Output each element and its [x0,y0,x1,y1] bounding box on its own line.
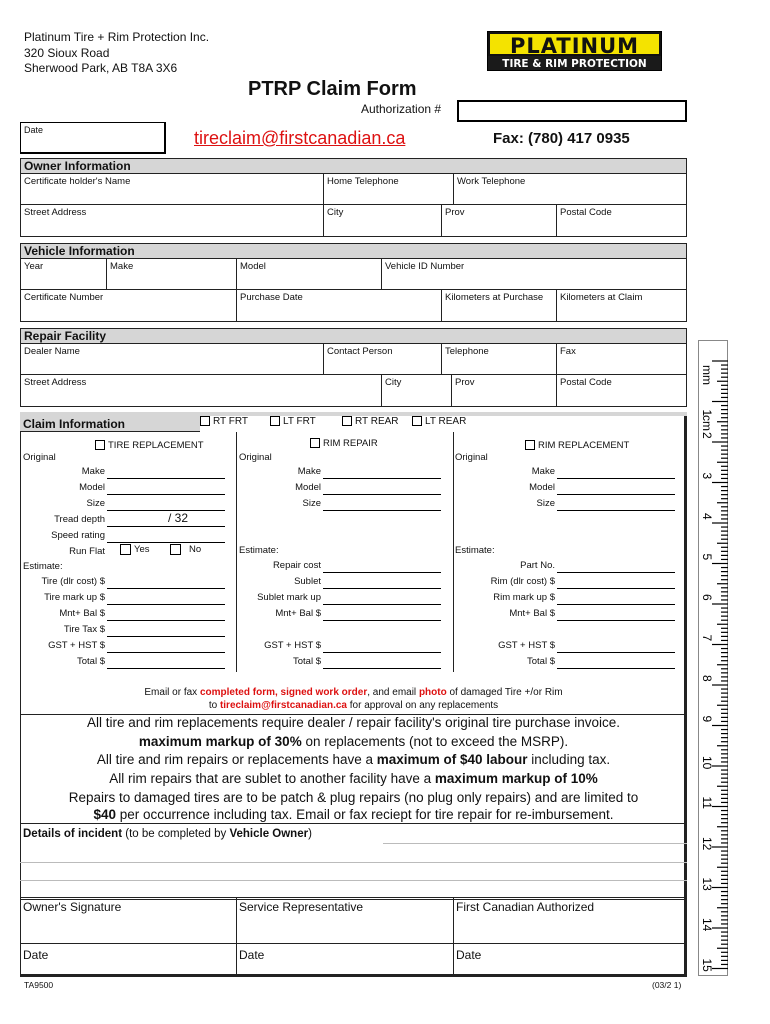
rim-repl-size-input[interactable] [557,510,675,511]
tread-depth-unit: / 32 [168,511,189,525]
no-label: No [189,544,202,556]
gst-input-2[interactable] [323,652,441,653]
tread-depth-label: Tread depth [54,514,105,525]
rt-frt-checkbox[interactable] [200,416,210,426]
rim-repl-size-label: Size [536,498,555,509]
signature-divider [236,897,237,977]
lt-rear-label: LT REAR [425,416,467,427]
lt-rear-checkbox[interactable] [412,416,422,426]
ruler-number: 13 [700,877,714,891]
rim-repl-make-label: Make [531,466,555,477]
owner-prov-field[interactable] [441,205,556,236]
tire-tax-label: Tire Tax $ [63,624,105,635]
owner-prov-label: Prov [445,207,465,218]
position-lt-frt[interactable] [270,416,316,427]
rim-repl-model-label: Model [529,482,555,493]
speed-rating-label: Speed rating [51,530,105,541]
make-label: Make [110,261,134,272]
repair-section-header: Repair Facility [20,328,687,344]
rim-markup-label: Rim mark up $ [493,592,555,603]
incident-line[interactable] [383,843,687,844]
mnt-bal-input-1[interactable] [107,620,225,621]
km-purchase-field[interactable] [441,290,556,321]
repair-prov-field[interactable] [451,375,556,406]
total-label-3: Total $ [527,656,555,667]
rim-size-label: Size [302,498,321,509]
form-version: (03/2 1) [652,980,682,990]
repair-postal-label: Postal Code [560,377,612,388]
speed-rating-input[interactable] [107,542,225,543]
tread-depth-input[interactable] [107,526,225,527]
measurement-ruler [698,340,728,976]
address-line-1: 320 Sioux Road [24,45,110,60]
lt-frt-checkbox[interactable] [270,416,280,426]
ruler-number: 8 [700,675,714,682]
rt-frt-label: RT FRT [213,416,249,427]
owner-city-field[interactable] [323,205,441,236]
total-input-3[interactable] [557,668,675,669]
ruler-mm-label: mm [700,365,714,385]
owner-date-field[interactable]: Date [23,948,49,962]
gst-label-1: GST + HST $ [48,640,105,651]
original-label-3: Original [455,452,488,463]
rim-repl-model-input[interactable] [557,494,675,495]
tire-replacement-label: TIRE REPLACEMENT [108,440,204,451]
notice-text-2: , and email [367,687,419,698]
work-telephone-label: Work Telephone [457,176,526,187]
repair-city-label: City [385,377,402,388]
signature-row-divider [20,943,687,944]
repair-fax-label: Fax [560,346,576,357]
owner-postal-field[interactable] [556,205,686,236]
estimate-label-2: Estimate: [239,545,279,556]
ruler-number: 3 [700,472,714,480]
ruler-number: 4 [700,513,714,520]
notice-text-1: Email or fax [144,687,200,698]
notice-red-1: completed form, signed work order [199,687,368,698]
incident-line[interactable] [20,862,687,863]
repair-city-field[interactable] [381,375,451,406]
tire-replacement-checkbox[interactable] [95,440,105,450]
notice-red-2: photo [418,687,447,698]
company-name: Platinum Tire + Rim Protection Inc. [24,30,210,44]
repair-row-1 [20,344,687,375]
ruler-number: 2 [700,432,714,439]
tire-tax-input[interactable] [107,636,225,637]
total-label-1: Total $ [77,656,105,667]
rule-4-bold: maximum markup of 10% [434,771,598,786]
rule-4-text: All rim repairs that are sublet to another facility have a [109,771,435,786]
tire-model-input[interactable] [107,494,225,495]
part-no-input[interactable] [557,572,675,573]
owner-city-label: City [327,207,344,218]
owner-section-header: Owner Information [20,158,687,174]
notice-email-link[interactable]: tireclaim@firstcanadian.ca [219,700,347,711]
rule-3-bold: maximum of $40 labour [376,752,528,767]
tire-size-input[interactable] [107,510,225,511]
rim-make-input[interactable] [323,478,441,479]
work-telephone-field[interactable] [453,174,686,204]
tire-make-label: Make [81,466,105,477]
notice-text-5: for approval on any replacements [346,700,499,711]
ruler-number: 5 [700,553,714,561]
purchase-date-field[interactable] [236,290,441,321]
rim-cost-input[interactable] [557,588,675,589]
vin-field[interactable] [381,259,686,289]
rule-6-text: per occurrence including tax. Email or fax reciept for tire repair for re-imbursement. [116,807,614,822]
km-purchase-label: Kilometers at Purchase [445,292,544,303]
rule-4 [20,771,687,786]
lt-frt-label: LT FRT [283,416,316,427]
rim-replacement-checkbox[interactable] [525,440,535,450]
service-date-field[interactable]: Date [239,948,265,962]
authorization-label: Authorization # [361,102,442,116]
company-address [24,30,209,77]
claim-email-link[interactable]: tireclaim@firstcanadian.ca [194,128,406,148]
tire-markup-label: Tire mark up $ [44,592,105,603]
vehicle-row-1 [20,259,687,290]
home-telephone-field[interactable] [323,174,453,204]
position-lt-rear[interactable] [412,416,466,427]
rt-rear-label: RT REAR [355,416,399,427]
rule-3 [20,752,687,767]
incident-mid: (to be completed by [122,828,230,840]
repair-telephone-field[interactable] [441,344,556,374]
certificate-number-label: Certificate Number [24,292,104,303]
authorized-field[interactable]: First Canadian Authorized [456,900,595,914]
sublet-label: Sublet [294,576,321,587]
owner-row-2 [20,205,687,237]
rim-repl-make-input[interactable] [557,478,675,479]
model-label: Model [240,261,266,272]
rule-3-text-a: All tire and rim repairs or replacements have a [96,752,377,767]
rule-6-bold: $40 [93,807,117,822]
gst-label-2: GST + HST $ [264,640,321,651]
repair-cost-label: Repair cost [272,560,321,571]
incident-owner: Vehicle Owner [229,828,309,840]
repair-postal-field[interactable] [556,375,686,406]
notice-text-3: of damaged Tire +/or Rim [446,687,563,698]
model-field[interactable] [236,259,381,289]
contact-person-label: Contact Person [327,346,393,357]
rim-repair-option[interactable] [310,438,378,449]
incident-bold: Details of incident [23,828,123,840]
km-claim-label: Kilometers at Claim [560,292,643,303]
owner-row-1 [20,174,687,205]
certificate-number-field[interactable] [21,290,236,321]
tire-size-label: Size [86,498,105,509]
sublet-input[interactable] [323,588,441,589]
gst-input-3[interactable] [557,652,675,653]
repair-street-label: Street Address [24,377,87,388]
ruler-number: 7 [700,634,714,642]
part-no-label: Part No. [520,560,555,571]
ruler-number: 15 [700,958,714,972]
rule-5: Repairs to damaged tires are to be patch & plug repairs (no plug only repairs) and are limited to [68,790,639,805]
submission-notice [20,686,687,712]
ruler-number: 11 [700,796,714,809]
owner-name-field[interactable] [21,174,323,204]
purchase-date-label: Purchase Date [240,292,303,303]
incident-label [23,828,312,840]
fax-number: Fax: (780) 417 0935 [493,130,630,147]
tire-cost-label: Tire (dlr cost) $ [41,576,105,587]
vehicle-row-2 [20,290,687,322]
vin-label: Vehicle ID Number [385,261,465,272]
estimate-label-3: Estimate: [455,545,495,556]
rule-2-bold: maximum markup of 30% [138,734,302,749]
date-field[interactable] [20,122,166,154]
mnt-bal-label-3: Mnt+ Bal $ [509,608,555,619]
tire-make-input[interactable] [107,478,225,479]
no-checkbox[interactable] [170,544,181,555]
rim-replacement-option[interactable] [525,440,629,451]
incident-end: ) [308,828,312,840]
rim-size-input[interactable] [323,510,441,511]
position-rt-rear[interactable] [342,416,399,427]
position-rt-frt[interactable] [200,416,248,427]
contact-person-field[interactable] [323,344,441,374]
page-title: PTRP Claim Form [248,78,417,100]
authorization-field[interactable] [457,100,687,122]
sublet-markup-input[interactable] [323,604,441,605]
ruler-number: 10 [700,756,714,770]
authorized-date-field[interactable]: Date [456,948,482,962]
rim-replacement-label: RIM REPLACEMENT [538,440,630,451]
claim-section-header: Claim Information [20,416,200,432]
ruler-cm-label: cm [700,415,714,431]
rt-rear-checkbox[interactable] [342,416,352,426]
year-field[interactable] [21,259,106,289]
yes-checkbox[interactable] [120,544,131,555]
date-label: Date [24,125,44,135]
mnt-bal-input-2[interactable] [323,620,441,621]
ruler-number: 1 [700,409,714,417]
run-flat-label: Run Flat [69,546,105,557]
logo-wordmark: PLATINUM [488,32,661,56]
ruler-scale [699,341,729,977]
rim-cost-label: Rim (dlr cost) $ [490,576,555,587]
service-rep-field[interactable]: Service Representative [239,900,364,914]
rule-3-text-b: including tax. [527,752,611,767]
original-label-1: Original [23,452,56,463]
tire-markup-input[interactable] [107,604,225,605]
tire-cost-input[interactable] [107,588,225,589]
total-input-1[interactable] [107,668,225,669]
original-label-2: Original [239,452,272,463]
claim-section [20,412,687,900]
ruler-number: 6 [700,594,714,601]
yes-label: Yes [134,544,150,556]
owner-postal-label: Postal Code [560,207,612,218]
repair-fax-field[interactable] [556,344,686,374]
rim-model-input[interactable] [323,494,441,495]
address-line-2: Sherwood Park, AB T8A 3X6 [24,61,178,75]
gst-input-1[interactable] [107,652,225,653]
mnt-bal-label-2: Mnt+ Bal $ [275,608,321,619]
repair-row-2 [20,375,687,407]
rim-make-label: Make [297,466,321,477]
incident-line[interactable] [20,880,687,881]
rim-repair-label: RIM REPAIR [323,438,378,449]
run-flat-no[interactable] [170,544,201,555]
tire-replacement-option[interactable] [95,440,204,451]
dealer-name-label: Dealer Name [24,346,80,357]
home-telephone-label: Home Telephone [327,176,399,187]
year-label: Year [24,261,44,272]
rule-2-text: on replacements (not to exceed the MSRP). [301,734,569,749]
platinum-logo [487,31,662,71]
rim-model-label: Model [295,482,321,493]
ruler-number: 12 [700,837,714,851]
ruler-number: 9 [700,715,714,723]
ruler-number: 14 [700,918,714,932]
owner-name-label: Certificate holder's Name [24,176,131,187]
vehicle-section-header: Vehicle Information [20,243,687,259]
mnt-bal-input-3[interactable] [557,620,675,621]
rule-6 [20,807,687,822]
make-field[interactable] [106,259,236,289]
total-input-2[interactable] [323,668,441,669]
dealer-name-field[interactable] [21,344,323,374]
rim-markup-input[interactable] [557,604,675,605]
owner-street-field[interactable] [21,205,323,236]
mnt-bal-label-1: Mnt+ Bal $ [59,608,105,619]
km-claim-field[interactable] [556,290,686,321]
owner-street-label: Street Address [24,207,87,218]
repair-street-field[interactable] [21,375,381,406]
rule-1: All tire and rim replacements require dealer / repair facility's original tire purchase invoice. [86,715,621,730]
gst-label-3: GST + HST $ [498,640,555,651]
tire-model-label: Model [79,482,105,493]
sublet-markup-label: Sublet mark up [257,592,321,603]
notice-text-4: to [208,700,220,711]
owner-signature-field[interactable]: Owner's Signature [23,900,122,914]
repair-cost-input[interactable] [323,572,441,573]
repair-telephone-label: Telephone [445,346,489,357]
signature-divider [453,897,454,977]
total-label-2: Total $ [293,656,321,667]
rule-2 [20,734,687,749]
logo-tagline: TIRE & RIM PROTECTION [502,58,647,70]
rim-repair-checkbox[interactable] [310,438,320,448]
form-code: TA9500 [24,980,54,990]
repair-prov-label: Prov [455,377,475,388]
run-flat-yes[interactable] [120,544,150,555]
estimate-label-1: Estimate: [23,561,63,572]
